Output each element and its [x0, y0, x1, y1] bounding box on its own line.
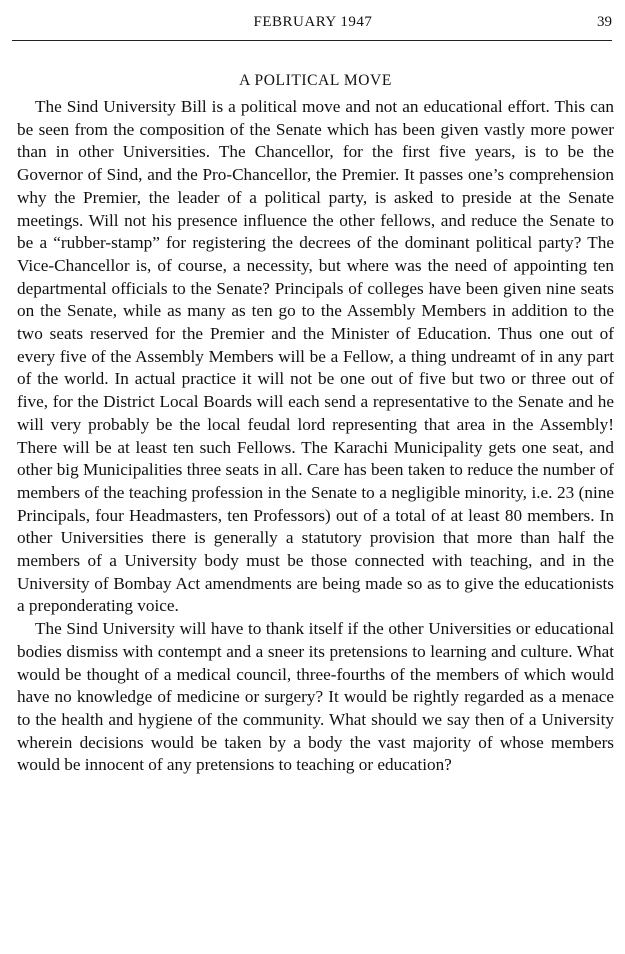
paragraph-2: The Sind University will have to thank itself if the other Universities or educational bodies dismiss with contempt and a sneer its pretensions to learning and culture. What would be thought of a medical council, three-fourths of the members of which would have no knowledge of medicine or surgery? It would be rightly regarded as a menace to the health and hygiene of the community. What should we say then of a University wherein decisions would be taken by a body the vast majority of whose members would be innocent of any pretensions to teaching or education? — [17, 619, 614, 775]
header-rule — [12, 40, 612, 41]
paragraph-1: The Sind University Bill is a political move and not an educational effort. This can be seen from the composition of the Senate which has been given vastly more power than in other Universities. The Chancellor, for the first five years, is to be the Governor of Sind, and the Pro-Chancellor, the Premier. It passes one’s comprehension why the Premier, the leader of a political party, is asked to preside at the Senate meetings. Will not his presence influence the other fellows, and reduce the Senate to be a “rubber-stamp” for registering the decrees of the dominant political party? The Vice-Chancellor is, of course, a necessity, but where was the need of appointing ten departmental officials to the Senate? Principals of colleges have been given nine seats on the Senate, while as many as ten go to the Assembly Members in addition to the two seats reserved for the Premier and the Minister of Education. Thus one out of every five of the Assembly Members will be a Fellow, a thing undreamt of in any part of the world. In actual practice it will not be one out of five but two or three out of five, for the District Local Boards will each send a representative to the Senate and he will very probably be the local feudal lord representing that area in the Assembly! There will be at least ten such Fellows. The Karachi Municipality gets one seat, and other big Municipalities three seats in all. Care has been taken to reduce the number of members of the teaching profession in the Senate to a negligible minority, i.e. 23 (nine Principals, four Headmasters, ten Professors) out of a total of at least 80 members. In other Universities there is generally a statutory provision that more than half the members of a University body must be those connected with teaching, and in the University of Bombay Act amendments are being made so as to give the educationists a preponderating voice. — [17, 97, 614, 616]
header-title: FEBRUARY 1947 — [253, 14, 373, 30]
running-header — [14, 10, 612, 36]
page-number: 39 — [597, 14, 612, 30]
section-heading: A POLITICAL MOVE — [239, 72, 392, 89]
article-body — [17, 70, 614, 777]
